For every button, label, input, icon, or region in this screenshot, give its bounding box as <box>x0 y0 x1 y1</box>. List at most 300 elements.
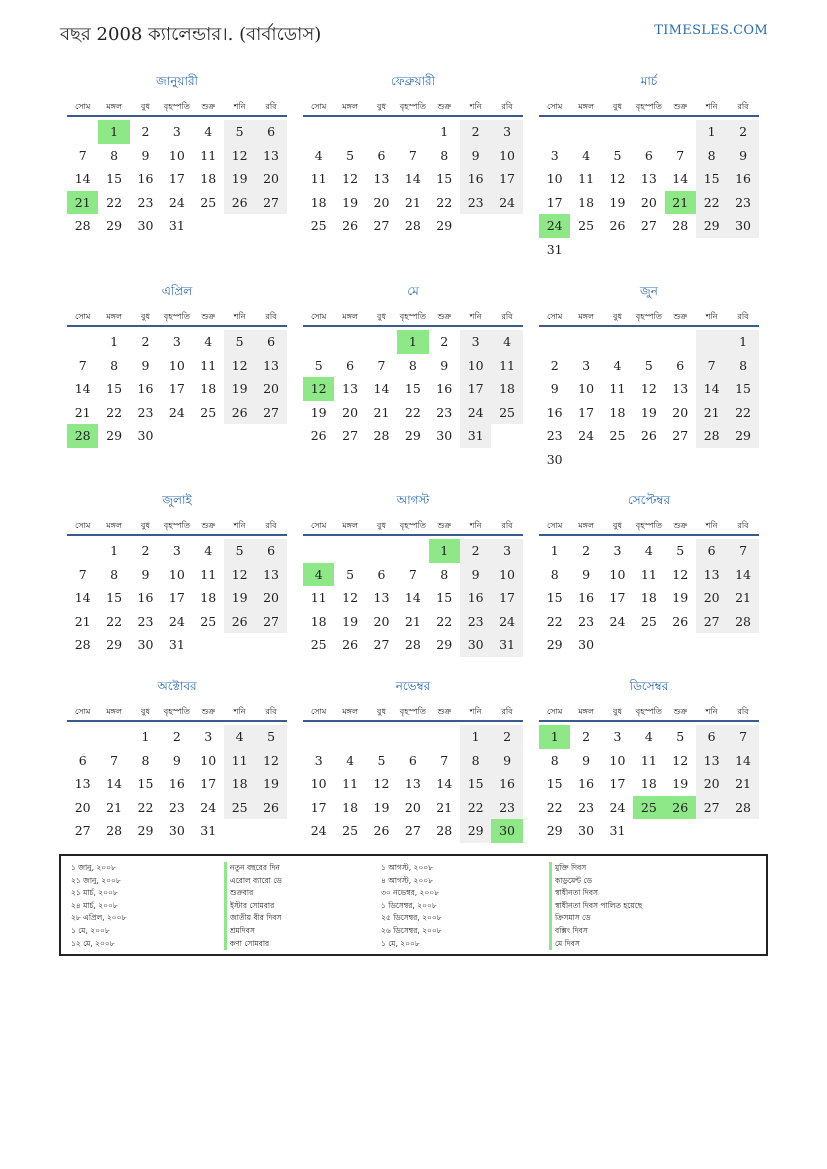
empty-cell <box>633 819 664 843</box>
day-cell: 31 <box>168 637 185 652</box>
day-cell: 3 <box>582 357 591 373</box>
month-block <box>67 73 287 238</box>
day-cell: 31 <box>200 823 217 838</box>
legend-entry: স্বাধীনতা দিবস <box>549 887 642 900</box>
day-cell: 1 <box>429 539 460 563</box>
day-cell: 1 <box>110 334 119 349</box>
weekday-label: শনি <box>469 102 482 111</box>
day-cell: 9 <box>141 147 150 163</box>
day-cell: 29 <box>137 823 154 838</box>
day-cell: 25 <box>491 401 522 425</box>
empty-cell <box>255 214 286 238</box>
day-cell: 26 <box>342 218 359 233</box>
day-cell: 22 <box>436 613 453 629</box>
day-cell: 6 <box>644 147 653 163</box>
legend-entry: ১ আগস্ট, ২০০৮ <box>381 863 433 872</box>
weekday-label: সোম <box>75 102 91 111</box>
day-cell: 2 <box>440 334 449 349</box>
day-cell: 17 <box>460 377 491 401</box>
day-cell: 1 <box>460 725 491 749</box>
day-cell: 29 <box>106 637 123 652</box>
day-cell: 17 <box>578 404 595 420</box>
day-cell: 14 <box>74 381 91 396</box>
weekday-label: বৃহস্পতি <box>399 707 426 716</box>
day-cell: 21 <box>67 191 98 215</box>
day-cell: 23 <box>578 799 595 815</box>
legend-dates-col-2 <box>381 862 442 950</box>
day-cell: 2 <box>550 357 559 373</box>
empty-cell <box>366 725 397 749</box>
month-name: সেপ্টেম্বর <box>627 493 671 507</box>
weekday-label: সোম <box>311 707 327 716</box>
empty-cell <box>334 330 365 354</box>
day-cell: 2 <box>141 543 150 558</box>
day-cell: 9 <box>582 752 591 768</box>
empty-cell <box>633 238 664 262</box>
day-cell: 22 <box>546 799 563 815</box>
day-cell: 21 <box>436 799 453 815</box>
day-cell: 9 <box>550 381 559 396</box>
day-cell: 28 <box>436 823 453 838</box>
empty-cell <box>397 725 428 749</box>
month-block <box>303 492 523 657</box>
month-name: অক্টোবর <box>157 679 197 693</box>
weekday-header <box>67 516 287 536</box>
day-cell: 11 <box>310 590 327 605</box>
day-cell: 2 <box>460 539 491 563</box>
day-cell: 28 <box>373 428 390 443</box>
weekday-label: শুক্র <box>673 102 688 111</box>
day-cell: 13 <box>696 749 727 773</box>
day-cell: 15 <box>137 776 154 791</box>
day-cell: 18 <box>310 613 327 629</box>
day-cell: 22 <box>436 194 453 210</box>
weekday-label: বৃহস্পতি <box>635 521 662 530</box>
day-cell: 27 <box>696 610 727 634</box>
month-block <box>303 73 523 238</box>
empty-cell <box>67 120 98 144</box>
weekday-label: রবি <box>737 707 749 716</box>
weekday-label: বুধ <box>141 102 150 111</box>
weekday-label: বৃহস্পতি <box>399 312 426 321</box>
empty-cell <box>633 120 664 144</box>
day-cell: 8 <box>440 566 449 582</box>
legend-entry: ২১ জানু, ২০০৮ <box>71 875 121 885</box>
weekday-label: বুধ <box>377 521 386 530</box>
weekday-label: বুধ <box>613 707 622 716</box>
day-cell: 9 <box>582 566 591 582</box>
day-cell: 23 <box>137 194 154 210</box>
day-cell: 23 <box>137 613 154 629</box>
day-cell: 17 <box>168 590 185 605</box>
day-cell: 19 <box>224 377 255 401</box>
legend-entry: বক্সিং দিবস <box>549 925 642 938</box>
empty-cell <box>633 633 664 657</box>
day-cell: 23 <box>578 613 595 629</box>
empty-cell <box>334 725 365 749</box>
day-cell: 26 <box>224 191 255 215</box>
day-grid <box>67 539 287 657</box>
empty-cell <box>696 819 727 843</box>
weekday-label: সোম <box>311 312 327 321</box>
day-cell: 8 <box>110 566 119 582</box>
month-name: ডিসেম্বর <box>629 679 669 693</box>
day-cell: 24 <box>539 214 570 238</box>
weekday-label: বুধ <box>613 102 622 111</box>
weekday-label: বৃহস্পতি <box>163 312 190 321</box>
day-cell: 19 <box>609 194 626 210</box>
weekday-label: রবি <box>737 312 749 321</box>
legend-entry: মুক্তি দিবস <box>549 862 642 875</box>
day-cell: 13 <box>255 563 286 587</box>
day-cell: 3 <box>491 120 522 144</box>
day-cell: 8 <box>727 354 758 378</box>
day-cell: 3 <box>550 147 559 163</box>
weekday-header <box>539 307 759 327</box>
weekday-label: বুধ <box>377 707 386 716</box>
day-cell: 30 <box>137 637 154 652</box>
day-cell: 2 <box>582 543 591 558</box>
weekday-label: সোম <box>75 707 91 716</box>
day-cell: 23 <box>460 610 491 634</box>
month-block <box>539 283 759 471</box>
weekday-label: রবি <box>265 521 277 530</box>
month-block <box>303 678 523 843</box>
day-cell: 21 <box>696 401 727 425</box>
empty-cell <box>366 330 397 354</box>
day-cell: 23 <box>727 191 758 215</box>
day-cell: 7 <box>377 357 386 373</box>
weekday-label: মঙ্গল <box>578 312 594 321</box>
empty-cell <box>539 330 570 354</box>
day-cell: 18 <box>342 799 359 815</box>
day-cell: 4 <box>582 147 591 163</box>
day-cell: 9 <box>460 563 491 587</box>
day-cell: 8 <box>460 749 491 773</box>
weekday-label: বৃহস্পতি <box>635 707 662 716</box>
weekday-label: শনি <box>705 521 718 530</box>
day-cell: 1 <box>550 543 559 558</box>
day-cell: 17 <box>168 381 185 396</box>
day-cell: 26 <box>224 401 255 425</box>
day-cell: 20 <box>672 404 689 420</box>
weekday-label: রবি <box>265 312 277 321</box>
empty-cell <box>67 330 98 354</box>
weekday-label: বৃহস্পতি <box>163 521 190 530</box>
weekday-label: শুক্র <box>673 521 688 530</box>
day-cell: 16 <box>727 167 758 191</box>
day-grid <box>67 120 287 238</box>
day-cell: 25 <box>200 613 217 629</box>
day-cell: 27 <box>342 428 359 443</box>
day-cell: 30 <box>546 451 563 467</box>
day-cell: 25 <box>310 218 327 233</box>
day-cell: 7 <box>408 147 417 163</box>
day-cell: 10 <box>609 752 626 768</box>
day-cell: 25 <box>310 637 327 652</box>
month-name: জানুয়ারী <box>156 74 198 88</box>
day-cell: 29 <box>436 218 453 233</box>
legend-entry: ক্রিসমাস ডে <box>549 912 642 925</box>
weekday-header <box>303 702 523 722</box>
day-cell: 7 <box>78 357 87 373</box>
month-name: এপ্রিল <box>161 284 193 298</box>
day-cell: 8 <box>110 147 119 163</box>
day-cell: 16 <box>460 167 491 191</box>
day-cell: 22 <box>696 191 727 215</box>
day-grid <box>303 330 523 448</box>
month-block <box>67 283 287 448</box>
empty-cell <box>570 448 601 472</box>
day-cell: 24 <box>310 823 327 838</box>
empty-cell <box>429 725 460 749</box>
empty-cell <box>303 330 334 354</box>
day-cell: 5 <box>644 357 653 373</box>
weekday-label: মঙ্গল <box>106 707 122 716</box>
day-cell: 11 <box>224 749 255 773</box>
day-cell: 22 <box>106 404 123 420</box>
day-cell: 16 <box>491 772 522 796</box>
day-grid <box>67 725 287 843</box>
day-cell: 5 <box>314 357 323 373</box>
empty-cell <box>255 633 286 657</box>
legend-dates-col-1 <box>71 862 126 950</box>
empty-cell <box>539 120 570 144</box>
day-cell: 4 <box>346 752 355 768</box>
empty-cell <box>696 330 727 354</box>
day-cell: 17 <box>609 590 626 605</box>
legend-entry: ২৬ ডিসেম্বর, ২০০৮ <box>381 925 442 935</box>
weekday-label: মঙ্গল <box>106 102 122 111</box>
month-name: মার্চ <box>640 74 658 88</box>
day-cell: 1 <box>440 124 449 139</box>
day-cell: 6 <box>255 120 286 144</box>
day-cell: 13 <box>373 590 390 605</box>
day-cell: 31 <box>609 823 626 838</box>
day-cell: 1 <box>539 725 570 749</box>
day-cell: 25 <box>200 404 217 420</box>
empty-cell <box>665 120 696 144</box>
weekday-label: বৃহস্পতি <box>635 312 662 321</box>
day-cell: 13 <box>342 381 359 396</box>
empty-cell <box>67 539 98 563</box>
legend-entry: এরোল ব্যারো ডে <box>224 875 282 888</box>
day-cell: 10 <box>609 566 626 582</box>
day-cell: 4 <box>204 124 213 139</box>
day-cell: 12 <box>303 377 334 401</box>
day-cell: 25 <box>200 194 217 210</box>
day-cell: 13 <box>404 776 421 791</box>
empty-cell <box>602 238 633 262</box>
day-cell: 13 <box>640 171 657 186</box>
day-cell: 23 <box>491 796 522 820</box>
day-cell: 6 <box>676 357 685 373</box>
day-cell: 26 <box>224 610 255 634</box>
day-cell: 15 <box>546 590 563 605</box>
day-cell: 15 <box>436 171 453 186</box>
legend-entry: ১ মে, ২০০৮ <box>381 938 420 948</box>
weekday-label: বুধ <box>613 312 622 321</box>
day-cell: 1 <box>727 330 758 354</box>
day-cell: 29 <box>106 218 123 233</box>
day-cell: 23 <box>436 404 453 420</box>
day-cell: 8 <box>141 752 150 768</box>
day-cell: 12 <box>224 563 255 587</box>
day-cell: 3 <box>460 330 491 354</box>
weekday-label: বুধ <box>377 102 386 111</box>
empty-cell <box>665 633 696 657</box>
day-cell: 30 <box>137 218 154 233</box>
day-cell: 24 <box>460 401 491 425</box>
day-cell: 20 <box>255 377 286 401</box>
day-cell: 18 <box>640 590 657 605</box>
day-cell: 14 <box>727 749 758 773</box>
day-cell: 11 <box>200 357 217 373</box>
day-cell: 19 <box>640 404 657 420</box>
day-cell: 11 <box>609 381 626 396</box>
empty-cell <box>602 448 633 472</box>
day-cell: 17 <box>168 171 185 186</box>
day-cell: 9 <box>172 752 181 768</box>
day-cell: 14 <box>74 171 91 186</box>
empty-cell <box>570 120 601 144</box>
day-cell: 19 <box>224 586 255 610</box>
day-cell: 22 <box>106 194 123 210</box>
day-cell: 5 <box>224 539 255 563</box>
day-cell: 25 <box>342 823 359 838</box>
day-cell: 23 <box>460 191 491 215</box>
empty-cell <box>570 330 601 354</box>
day-cell: 11 <box>578 171 595 186</box>
weekday-label: রবি <box>737 102 749 111</box>
day-cell: 14 <box>727 563 758 587</box>
day-cell: 18 <box>640 776 657 791</box>
day-cell: 20 <box>640 194 657 210</box>
legend-entry: নতুন বছরের দিন <box>224 862 282 875</box>
site-link[interactable]: TIMESLES.COM <box>654 23 768 38</box>
day-cell: 12 <box>224 144 255 168</box>
legend-entry: কাডুমেন্ট ডে <box>549 875 642 888</box>
empty-cell <box>303 539 334 563</box>
day-cell: 24 <box>168 194 185 210</box>
month-name: জুন <box>640 284 658 298</box>
day-cell: 8 <box>550 752 559 768</box>
day-cell: 28 <box>404 637 421 652</box>
day-cell: 13 <box>255 354 286 378</box>
day-cell: 7 <box>727 539 758 563</box>
day-cell: 7 <box>78 147 87 163</box>
day-cell: 30 <box>168 823 185 838</box>
day-cell: 22 <box>404 404 421 420</box>
day-cell: 4 <box>314 147 323 163</box>
day-cell: 14 <box>436 776 453 791</box>
day-cell: 25 <box>609 428 626 443</box>
day-cell: 3 <box>491 539 522 563</box>
day-cell: 14 <box>404 171 421 186</box>
day-cell: 12 <box>342 171 359 186</box>
day-cell: 7 <box>676 147 685 163</box>
month-name: ফেব্রুয়ারী <box>390 74 436 88</box>
day-cell: 27 <box>255 401 286 425</box>
day-cell: 14 <box>106 776 123 791</box>
day-cell: 8 <box>408 357 417 373</box>
day-cell: 10 <box>491 563 522 587</box>
day-cell: 5 <box>346 147 355 163</box>
weekday-label: বৃহস্পতি <box>163 707 190 716</box>
weekday-label: বুধ <box>141 312 150 321</box>
day-cell: 21 <box>373 404 390 420</box>
day-cell: 26 <box>665 796 696 820</box>
day-cell: 2 <box>141 124 150 139</box>
day-cell: 3 <box>172 124 181 139</box>
month-name: জুলাই <box>162 493 192 507</box>
weekday-label: বুধ <box>377 312 386 321</box>
day-grid <box>539 725 759 843</box>
day-cell: 7 <box>408 566 417 582</box>
day-cell: 6 <box>377 147 386 163</box>
empty-cell <box>696 238 727 262</box>
day-cell: 4 <box>491 330 522 354</box>
empty-cell <box>255 424 286 448</box>
day-cell: 7 <box>78 566 87 582</box>
day-cell: 15 <box>436 590 453 605</box>
day-cell: 6 <box>696 725 727 749</box>
day-cell: 10 <box>491 144 522 168</box>
weekday-label: শুক্র <box>437 312 452 321</box>
weekday-header <box>303 307 523 327</box>
day-cell: 18 <box>310 194 327 210</box>
day-cell: 9 <box>491 749 522 773</box>
day-cell: 24 <box>578 428 595 443</box>
day-cell: 17 <box>200 776 217 791</box>
day-cell: 31 <box>168 218 185 233</box>
weekday-label: রবি <box>265 707 277 716</box>
day-grid <box>539 120 759 261</box>
day-cell: 26 <box>255 796 286 820</box>
day-cell: 9 <box>727 144 758 168</box>
day-cell: 1 <box>696 120 727 144</box>
day-cell: 6 <box>696 539 727 563</box>
day-cell: 28 <box>404 218 421 233</box>
day-grid <box>539 539 759 657</box>
weekday-label: বুধ <box>141 521 150 530</box>
day-cell: 25 <box>224 796 255 820</box>
empty-cell <box>602 330 633 354</box>
day-cell: 8 <box>696 144 727 168</box>
day-grid <box>539 330 759 471</box>
weekday-header <box>539 702 759 722</box>
weekday-label: বৃহস্পতি <box>635 102 662 111</box>
day-cell: 20 <box>373 613 390 629</box>
day-cell: 14 <box>672 171 689 186</box>
legend-entry: ১২ মে, ২০০৮ <box>71 938 115 948</box>
empty-cell <box>696 633 727 657</box>
day-cell: 19 <box>342 194 359 210</box>
day-cell: 30 <box>727 214 758 238</box>
day-cell: 21 <box>74 404 91 420</box>
empty-cell <box>570 238 601 262</box>
day-cell: 22 <box>546 613 563 629</box>
day-cell: 4 <box>644 729 653 744</box>
weekday-label: মঙ্গল <box>342 707 358 716</box>
day-cell: 30 <box>460 633 491 657</box>
day-cell: 30 <box>578 823 595 838</box>
day-cell: 26 <box>373 823 390 838</box>
month-block <box>539 73 759 261</box>
day-cell: 16 <box>137 381 154 396</box>
day-cell: 11 <box>640 752 657 768</box>
day-cell: 19 <box>672 590 689 605</box>
